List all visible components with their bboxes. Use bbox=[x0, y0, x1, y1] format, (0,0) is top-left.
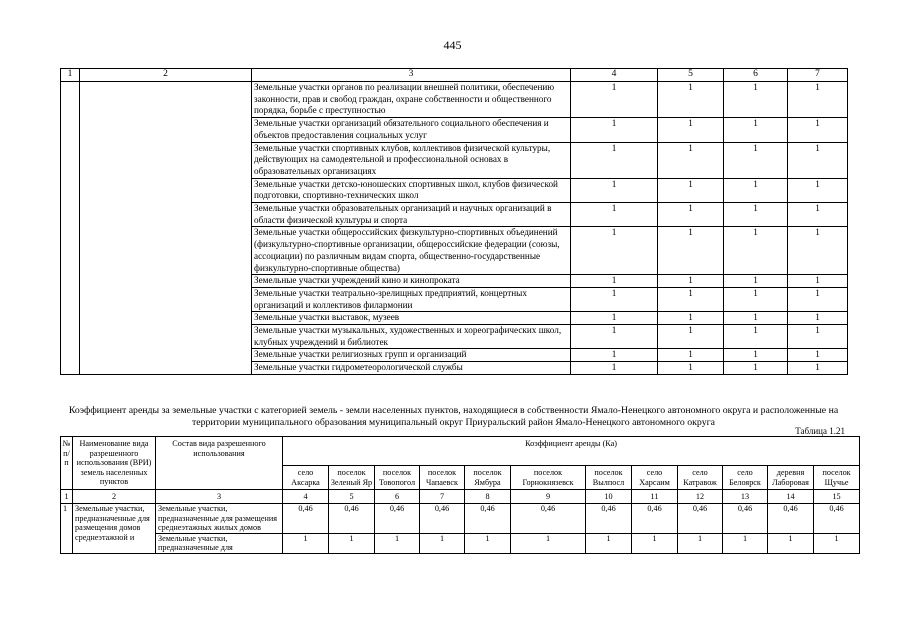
table-row bbox=[61, 533, 860, 553]
column-number: 4 bbox=[571, 69, 658, 82]
land-use-table-continued bbox=[60, 68, 848, 375]
coefficient-value: 0,46 bbox=[329, 504, 375, 534]
settlement-header: село Харсаим bbox=[632, 466, 678, 490]
coefficient-value: 1 bbox=[678, 533, 723, 553]
coefficient-value: 0,46 bbox=[768, 504, 814, 534]
coefficient-value: 1 bbox=[658, 82, 724, 118]
land-use-description: Земельные участки гидрометеорологической службы bbox=[252, 362, 571, 375]
column-number: 12 bbox=[678, 490, 723, 504]
coefficient-value: 1 bbox=[658, 142, 724, 178]
coefficient-value: 0,46 bbox=[678, 504, 723, 534]
coefficient-value: 1 bbox=[658, 203, 724, 227]
settlement-header: село Катравож bbox=[678, 466, 723, 490]
coefficient-value: 1 bbox=[571, 178, 658, 202]
coefficient-value: 1 bbox=[788, 118, 848, 142]
table-number: Таблица 1.21 bbox=[795, 426, 845, 436]
coefficient-value: 1 bbox=[724, 349, 788, 362]
column-number-row bbox=[61, 69, 848, 82]
coefficient-value: 1 bbox=[571, 203, 658, 227]
land-use-description: Земельные участки учреждений кино и кинопроката bbox=[252, 275, 571, 288]
vri-name: Земельные участки, предназначенные для размещения домов среднеэтажной и bbox=[73, 504, 156, 554]
coefficient-value: 1 bbox=[420, 533, 465, 553]
coefficient-value: 1 bbox=[658, 178, 724, 202]
coefficient-value: 1 bbox=[658, 349, 724, 362]
coefficient-value: 1 bbox=[724, 312, 788, 325]
coefficient-value: 1 bbox=[283, 533, 329, 553]
coefficient-value: 1 bbox=[571, 287, 658, 311]
settlement-header: село Аксарка bbox=[283, 466, 329, 490]
coefficient-value: 1 bbox=[658, 118, 724, 142]
coefficient-value: 1 bbox=[788, 203, 848, 227]
coefficient-value: 1 bbox=[658, 362, 724, 375]
coefficient-value: 0,46 bbox=[723, 504, 768, 534]
page-number: 445 bbox=[443, 38, 462, 52]
coefficient-value: 1 bbox=[571, 312, 658, 325]
coefficient-value: 1 bbox=[724, 178, 788, 202]
coefficient-value: 1 bbox=[658, 275, 724, 288]
table-row bbox=[61, 82, 848, 118]
coefficient-value: 1 bbox=[724, 287, 788, 311]
land-use-description: Земельные участки детско-юношеских спортивных школ, клубов физической подготовки, спортивно-технических школ bbox=[252, 178, 571, 202]
column-number: 14 bbox=[768, 490, 814, 504]
coefficient-value: 1 bbox=[571, 227, 658, 275]
land-use-description: Земельные участки спортивных клубов, коллективов физической культуры, действующих на самодеятельной и профессиональной основах в образовательных организациях bbox=[252, 142, 571, 178]
land-use-description: Земельные участки общероссийских физкультурно-спортивных объединений (физкультурно-спортивные организации, общероссийские федерации (союзы, ассоциации) по различным видам спорта, общественно-государственные физкультурно-спортивные общества) bbox=[252, 227, 571, 275]
coefficient-value: 1 bbox=[788, 287, 848, 311]
land-use-description: Земельные участки выставок, музеев bbox=[252, 312, 571, 325]
column-number: 5 bbox=[658, 69, 724, 82]
settlement-header: поселок Вылпосл bbox=[586, 466, 632, 490]
coefficient-value: 1 bbox=[329, 533, 375, 553]
coefficient-value: 1 bbox=[658, 325, 724, 349]
vri-composition: Земельные участки, предназначенные для размещения среднеэтажных жилых домов bbox=[156, 504, 283, 534]
vri-composition: Земельные участки, предназначенные для bbox=[156, 533, 283, 553]
settlement-header: поселок Горнокнязевск bbox=[511, 466, 586, 490]
coefficient-value: 1 bbox=[788, 227, 848, 275]
column-number: 9 bbox=[511, 490, 586, 504]
coefficient-value: 1 bbox=[788, 275, 848, 288]
table-caption: Коэффициент аренды за земельные участки с категорией земель - земли населенных пунктов, находящиеся в собственности Ямало-Ненецкого автономного округа и расположенные на территории муниципального образования муниципальный округ Приуральский район Ямало-Ненецкого автономного округа bbox=[68, 405, 839, 428]
empty-cell bbox=[80, 82, 252, 375]
column-number: 3 bbox=[252, 69, 571, 82]
header-number: № п/п bbox=[61, 437, 73, 490]
coefficient-value: 1 bbox=[788, 82, 848, 118]
coefficient-value: 1 bbox=[788, 362, 848, 375]
column-number: 6 bbox=[724, 69, 788, 82]
coefficient-value: 0,46 bbox=[375, 504, 420, 534]
coefficient-value: 1 bbox=[571, 118, 658, 142]
coefficient-value: 1 bbox=[724, 118, 788, 142]
coefficient-value: 0,46 bbox=[586, 504, 632, 534]
coefficient-value: 1 bbox=[586, 533, 632, 553]
row-number: 1 bbox=[61, 504, 73, 554]
coefficient-value: 0,46 bbox=[632, 504, 678, 534]
column-number: 4 bbox=[283, 490, 329, 504]
coefficient-value: 1 bbox=[788, 178, 848, 202]
table-row bbox=[61, 504, 860, 534]
column-number: 2 bbox=[80, 69, 252, 82]
header-vri-name: Наименование вида разрешенного использования (ВРИ) земель населенных пунктов bbox=[73, 437, 156, 490]
coefficient-value: 1 bbox=[788, 312, 848, 325]
coefficient-value: 1 bbox=[723, 533, 768, 553]
coefficient-value: 1 bbox=[724, 82, 788, 118]
coefficient-value: 1 bbox=[724, 203, 788, 227]
coefficient-value: 1 bbox=[724, 362, 788, 375]
column-number: 6 bbox=[375, 490, 420, 504]
coefficient-value: 1 bbox=[571, 82, 658, 118]
coefficient-value: 0,46 bbox=[814, 504, 860, 534]
coefficient-value: 1 bbox=[658, 227, 724, 275]
settlement-header: поселок Чапаевск bbox=[420, 466, 465, 490]
coefficient-value: 1 bbox=[632, 533, 678, 553]
coefficient-value: 1 bbox=[724, 275, 788, 288]
coefficient-value: 1 bbox=[788, 325, 848, 349]
coefficient-value: 1 bbox=[571, 349, 658, 362]
settlement-header: поселок Щучье bbox=[814, 466, 860, 490]
header-coefficient: Коэффициент аренды (Ка) bbox=[283, 437, 860, 466]
settlement-header: поселок Зеленый Яр bbox=[329, 466, 375, 490]
coefficient-value: 0,46 bbox=[283, 504, 329, 534]
column-number: 5 bbox=[329, 490, 375, 504]
coefficient-value: 1 bbox=[814, 533, 860, 553]
column-number: 1 bbox=[61, 69, 80, 82]
coefficient-value: 1 bbox=[571, 275, 658, 288]
header-composition: Состав вида разрешенного использования bbox=[156, 437, 283, 490]
land-use-description: Земельные участки образовательных организаций и научных организаций в области физической культуры и спорта bbox=[252, 203, 571, 227]
coefficient-value: 1 bbox=[768, 533, 814, 553]
land-use-description: Земельные участки организаций обязательного социального обеспечения и объектов предоставления социальных услуг bbox=[252, 118, 571, 142]
column-number-row bbox=[61, 490, 860, 504]
coefficient-value: 1 bbox=[724, 325, 788, 349]
land-use-description: Земельные участки театрально-зрелищных предприятий, концертных организаций и коллективов филармонии bbox=[252, 287, 571, 311]
column-number: 1 bbox=[61, 490, 73, 504]
column-number: 15 bbox=[814, 490, 860, 504]
land-use-description: Земельные участки органов по реализации внешней политики, обеспечению законности, прав и свобод граждан, охране собственности и общественного порядка, борьбе с преступностью bbox=[252, 82, 571, 118]
coefficient-value: 0,46 bbox=[420, 504, 465, 534]
coefficient-value: 1 bbox=[375, 533, 420, 553]
settlement-header: деревня Лаборовая bbox=[768, 466, 814, 490]
settlement-header: село Белоярск bbox=[723, 466, 768, 490]
settlement-header: поселок Ямбура bbox=[465, 466, 511, 490]
column-number: 13 bbox=[723, 490, 768, 504]
coefficient-value: 1 bbox=[724, 142, 788, 178]
column-number: 7 bbox=[420, 490, 465, 504]
coefficient-value: 1 bbox=[658, 287, 724, 311]
column-number: 8 bbox=[465, 490, 511, 504]
coefficient-value: 1 bbox=[788, 142, 848, 178]
coefficient-value: 1 bbox=[571, 362, 658, 375]
rent-coefficient-table bbox=[60, 436, 860, 554]
coefficient-value: 1 bbox=[571, 325, 658, 349]
land-use-description: Земельные участки музыкальных, художественных и хореографических школ, клубных учреждений и библиотек bbox=[252, 325, 571, 349]
column-number: 2 bbox=[73, 490, 156, 504]
coefficient-value: 1 bbox=[724, 227, 788, 275]
land-use-description: Земельные участки религиозных групп и организаций bbox=[252, 349, 571, 362]
coefficient-value: 1 bbox=[658, 312, 724, 325]
coefficient-value: 1 bbox=[788, 349, 848, 362]
column-number: 11 bbox=[632, 490, 678, 504]
empty-cell bbox=[61, 82, 80, 375]
column-number: 3 bbox=[156, 490, 283, 504]
column-number: 7 bbox=[788, 69, 848, 82]
coefficient-value: 0,46 bbox=[511, 504, 586, 534]
column-number: 10 bbox=[586, 490, 632, 504]
coefficient-value: 0,46 bbox=[465, 504, 511, 534]
coefficient-value: 1 bbox=[465, 533, 511, 553]
settlement-header: поселок Товопогол bbox=[375, 466, 420, 490]
coefficient-value: 1 bbox=[571, 142, 658, 178]
coefficient-value: 1 bbox=[511, 533, 586, 553]
